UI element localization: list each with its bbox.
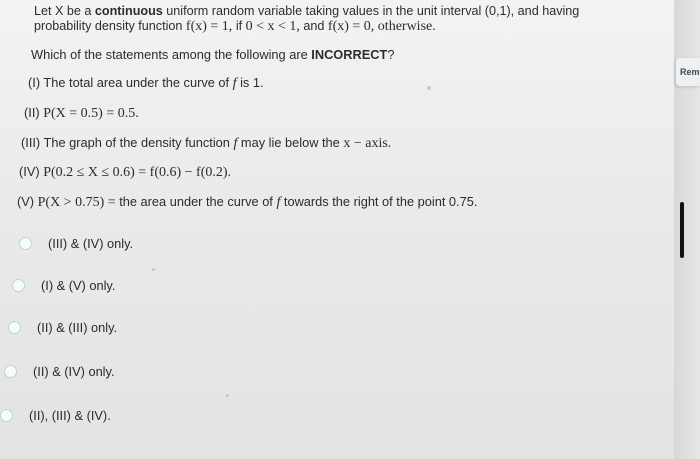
prompt-bold-incorrect: INCORRECT (311, 47, 388, 62)
intro-text-1: Let X be a (34, 4, 92, 18)
statement-4 (19, 164, 231, 181)
statement-1-math: f (232, 76, 237, 91)
intro-text-2: uniform random variable taking values in the unit interval (0,1), and having probability density function (34, 4, 580, 33)
prompt-text: Which of the statements among the following are (31, 47, 308, 62)
statement-1 (28, 75, 264, 92)
answer-option-3-label: (II) & (III) only. (37, 320, 118, 335)
prompt-question-mark: ? (387, 47, 395, 62)
radio-button-2[interactable] (12, 279, 25, 292)
statement-5-tail: towards the right of the point 0.75. (283, 194, 478, 209)
question-intro (34, 4, 629, 34)
statement-2 (24, 105, 139, 122)
statement-4-math: P(0.2 ≤ X ≤ 0.6) = f(0.6) − f(0.2). (43, 165, 232, 180)
intro-text-3: if (235, 19, 243, 33)
statement-5-math-f: f (276, 195, 281, 210)
statement-5-label: (V) (17, 194, 35, 209)
intro-math-pdf: f(x) = 1, (185, 19, 233, 34)
radio-button-3[interactable] (8, 321, 21, 334)
statement-5 (17, 194, 477, 211)
radio-button-4[interactable] (4, 365, 17, 378)
radio-button-5[interactable] (0, 409, 13, 422)
statement-3 (21, 135, 391, 152)
intro-math-otherwise: f(x) = 0, otherwise. (327, 19, 436, 34)
statement-2-label: (II) (24, 105, 40, 120)
radio-button-1[interactable] (19, 237, 32, 250)
screen-speck-1 (427, 86, 431, 90)
answer-option-2[interactable] (12, 278, 115, 293)
scrollbar-thumb[interactable] (680, 202, 684, 258)
intro-bold-continuous: continuous (94, 4, 163, 18)
statement-5-math: P(X > 0.75) = (37, 195, 116, 210)
answer-option-3[interactable] (8, 320, 117, 335)
answer-option-4-label: (II) & (IV) only. (33, 364, 115, 379)
statement-3-label: (III) The graph of the density function (21, 135, 230, 150)
answer-option-1-label: (III) & (IV) only. (48, 236, 134, 251)
remaining-time-tab[interactable] (676, 58, 700, 86)
statement-4-label: (IV) (19, 164, 40, 179)
intro-text-4: and (303, 19, 325, 33)
statement-3-math-axis: x − axis. (343, 136, 392, 151)
question-prompt (31, 47, 394, 62)
screen-speck-2 (152, 268, 155, 271)
statement-1-tail: is 1. (240, 75, 264, 90)
statement-3-mid: may lie below the (240, 135, 340, 150)
answer-option-1[interactable] (19, 236, 133, 251)
answer-option-5[interactable] (0, 408, 111, 423)
statement-3-math-f: f (233, 136, 238, 151)
answer-option-5-label: (II), (III) & (IV). (29, 408, 111, 423)
statement-5-mid: the area under the curve of (119, 194, 273, 209)
answer-option-4[interactable] (4, 364, 115, 379)
answer-option-2-label: (I) & (V) only. (41, 278, 116, 293)
intro-math-interval: 0 < x < 1, (245, 19, 300, 34)
statement-2-math: P(X = 0.5) = 0.5. (43, 106, 139, 121)
remaining-time-tab-label: Rem (680, 67, 700, 77)
screen-speck-3 (226, 394, 229, 397)
statement-1-label: (I) The total area under the curve of (28, 75, 230, 90)
